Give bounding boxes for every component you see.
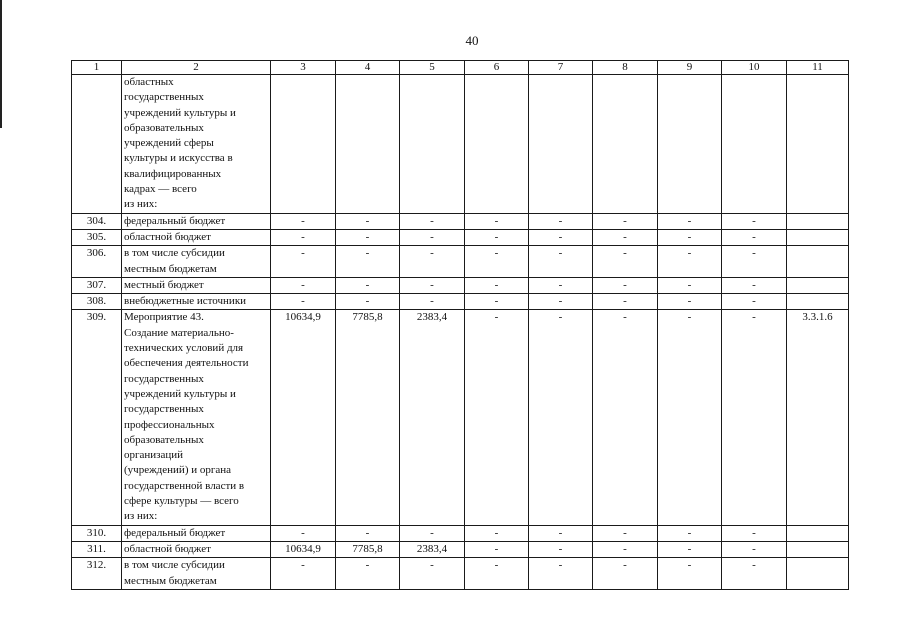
description-line: Создание материально- bbox=[124, 326, 234, 339]
value-cell: - bbox=[658, 277, 722, 293]
value-cell: - bbox=[593, 525, 658, 541]
value-cell: - bbox=[465, 541, 529, 557]
value-cell: - bbox=[529, 310, 593, 525]
value-cell: 10634,9 bbox=[271, 310, 336, 525]
value-cell: - bbox=[336, 277, 400, 293]
value-cell: - bbox=[722, 541, 787, 557]
column-header: 10 bbox=[722, 61, 787, 75]
row-description bbox=[122, 229, 271, 245]
value-cell: - bbox=[271, 558, 336, 590]
value-cell: - bbox=[465, 525, 529, 541]
description-line: профессиональных bbox=[124, 418, 215, 431]
value-cell: - bbox=[271, 525, 336, 541]
value-cell: - bbox=[465, 294, 529, 310]
value-cell: 7785,8 bbox=[336, 310, 400, 525]
value-cell: - bbox=[271, 277, 336, 293]
column-header: 7 bbox=[529, 61, 593, 75]
table-row bbox=[72, 541, 849, 557]
row-number: 311. bbox=[72, 541, 122, 557]
value-cell bbox=[787, 229, 849, 245]
column-header: 11 bbox=[787, 61, 849, 75]
value-cell: - bbox=[658, 558, 722, 590]
value-cell: - bbox=[271, 229, 336, 245]
description-line: сфере культуры — всего bbox=[124, 495, 239, 508]
value-cell: - bbox=[658, 229, 722, 245]
row-description bbox=[122, 75, 271, 214]
value-cell: - bbox=[658, 213, 722, 229]
value-cell: - bbox=[722, 294, 787, 310]
description-line: областных bbox=[124, 76, 174, 88]
description-line: образовательных bbox=[124, 121, 204, 134]
value-cell: - bbox=[593, 213, 658, 229]
description-line: местным бюджетам bbox=[124, 262, 217, 275]
description-line: квалифицированных bbox=[124, 167, 222, 180]
value-cell: - bbox=[593, 277, 658, 293]
description-line: областной бюджет bbox=[124, 230, 211, 243]
row-description bbox=[122, 294, 271, 310]
row-number: 305. bbox=[72, 229, 122, 245]
value-cell: - bbox=[658, 541, 722, 557]
description-line: организаций bbox=[124, 449, 184, 462]
row-description bbox=[122, 541, 271, 557]
value-cell: - bbox=[658, 246, 722, 278]
table-row bbox=[72, 213, 849, 229]
value-cell: 10634,9 bbox=[271, 541, 336, 557]
description-line: из них: bbox=[124, 510, 158, 523]
value-cell: - bbox=[400, 277, 465, 293]
description-line: из них: bbox=[124, 198, 158, 211]
description-line: в том числе субсидии bbox=[124, 559, 225, 572]
row-number: 308. bbox=[72, 294, 122, 310]
value-cell: - bbox=[400, 229, 465, 245]
value-cell: - bbox=[593, 558, 658, 590]
value-cell: - bbox=[529, 213, 593, 229]
value-cell bbox=[336, 75, 400, 214]
description-line: кадрах — всего bbox=[124, 183, 197, 196]
value-cell bbox=[465, 75, 529, 214]
value-cell: - bbox=[722, 229, 787, 245]
value-cell: - bbox=[658, 525, 722, 541]
column-header: 2 bbox=[122, 61, 271, 75]
value-cell: - bbox=[336, 246, 400, 278]
value-cell: - bbox=[593, 246, 658, 278]
column-number-row bbox=[72, 61, 849, 75]
value-cell: - bbox=[722, 246, 787, 278]
value-cell: - bbox=[593, 294, 658, 310]
value-cell: - bbox=[336, 294, 400, 310]
value-cell bbox=[787, 294, 849, 310]
description-line: местным бюджетам bbox=[124, 574, 217, 587]
row-description bbox=[122, 310, 271, 525]
value-cell bbox=[400, 75, 465, 214]
table-row bbox=[72, 294, 849, 310]
table-row bbox=[72, 246, 849, 278]
row-description bbox=[122, 525, 271, 541]
description-line: (учреждений) и органа bbox=[124, 464, 232, 477]
value-cell bbox=[787, 558, 849, 590]
description-line: образовательных bbox=[124, 433, 204, 446]
description-line: Мероприятие 43. bbox=[124, 311, 204, 324]
value-cell bbox=[722, 75, 787, 214]
row-number: 304. bbox=[72, 213, 122, 229]
value-cell: - bbox=[465, 310, 529, 525]
description-line: федеральный бюджет bbox=[124, 526, 226, 539]
table-row bbox=[72, 525, 849, 541]
value-cell: - bbox=[465, 213, 529, 229]
description-line: государственных bbox=[124, 372, 204, 385]
value-cell: - bbox=[529, 525, 593, 541]
value-cell: - bbox=[593, 541, 658, 557]
value-cell: 3.3.1.6 bbox=[787, 310, 849, 525]
row-number: 309. bbox=[72, 310, 122, 525]
row-number: 312. bbox=[72, 558, 122, 590]
value-cell bbox=[787, 213, 849, 229]
description-line: местный бюджет bbox=[124, 278, 204, 291]
value-cell: - bbox=[593, 310, 658, 525]
row-number bbox=[72, 75, 122, 214]
table-body bbox=[72, 75, 849, 590]
value-cell bbox=[787, 246, 849, 278]
row-description bbox=[122, 277, 271, 293]
description-line: технических условий для bbox=[124, 342, 244, 355]
row-description bbox=[122, 246, 271, 278]
value-cell: - bbox=[658, 294, 722, 310]
column-header: 4 bbox=[336, 61, 400, 75]
value-cell bbox=[787, 525, 849, 541]
value-cell: - bbox=[658, 310, 722, 525]
description-line: учреждений культуры и bbox=[124, 106, 236, 119]
value-cell: - bbox=[593, 229, 658, 245]
value-cell: - bbox=[722, 277, 787, 293]
value-cell: - bbox=[271, 246, 336, 278]
value-cell bbox=[787, 277, 849, 293]
value-cell: - bbox=[400, 294, 465, 310]
value-cell: - bbox=[722, 310, 787, 525]
description-line: культуры и искусства в bbox=[124, 152, 233, 165]
description-line: обеспечения деятельности bbox=[124, 357, 249, 370]
scan-edge-mark bbox=[0, 0, 2, 128]
description-line: в том числе субсидии bbox=[124, 247, 225, 260]
value-cell: - bbox=[336, 229, 400, 245]
value-cell bbox=[529, 75, 593, 214]
description-line: государственных bbox=[124, 91, 204, 104]
table-row bbox=[72, 75, 849, 214]
description-line: учреждений культуры и bbox=[124, 387, 236, 400]
value-cell: - bbox=[529, 558, 593, 590]
value-cell: - bbox=[529, 277, 593, 293]
value-cell: - bbox=[336, 525, 400, 541]
value-cell: - bbox=[529, 294, 593, 310]
column-header: 6 bbox=[465, 61, 529, 75]
description-line: государственных bbox=[124, 403, 204, 416]
value-cell: - bbox=[336, 213, 400, 229]
value-cell: - bbox=[271, 294, 336, 310]
value-cell: - bbox=[529, 229, 593, 245]
table-row bbox=[72, 277, 849, 293]
value-cell: 2383,4 bbox=[400, 310, 465, 525]
value-cell: - bbox=[529, 246, 593, 278]
value-cell: - bbox=[400, 558, 465, 590]
table-row bbox=[72, 558, 849, 590]
value-cell: - bbox=[722, 525, 787, 541]
value-cell: - bbox=[722, 213, 787, 229]
row-number: 306. bbox=[72, 246, 122, 278]
value-cell bbox=[658, 75, 722, 214]
table-row bbox=[72, 310, 849, 525]
row-description bbox=[122, 558, 271, 590]
value-cell: - bbox=[465, 558, 529, 590]
row-description bbox=[122, 213, 271, 229]
column-header: 1 bbox=[72, 61, 122, 75]
budget-table bbox=[71, 60, 849, 590]
description-line: федеральный бюджет bbox=[124, 214, 226, 227]
value-cell: - bbox=[400, 525, 465, 541]
description-line: областной бюджет bbox=[124, 542, 211, 555]
value-cell: - bbox=[722, 558, 787, 590]
description-line: государственной власти в bbox=[124, 479, 245, 492]
value-cell: - bbox=[400, 213, 465, 229]
table-row bbox=[72, 229, 849, 245]
value-cell: - bbox=[400, 246, 465, 278]
row-number: 307. bbox=[72, 277, 122, 293]
value-cell: - bbox=[529, 541, 593, 557]
value-cell bbox=[787, 75, 849, 214]
description-line: учреждений сферы bbox=[124, 137, 214, 150]
value-cell: - bbox=[271, 213, 336, 229]
value-cell: - bbox=[336, 558, 400, 590]
value-cell: - bbox=[465, 277, 529, 293]
value-cell bbox=[271, 75, 336, 214]
value-cell: 7785,8 bbox=[336, 541, 400, 557]
column-header: 3 bbox=[271, 61, 336, 75]
value-cell: 2383,4 bbox=[400, 541, 465, 557]
description-line: внебюджетные источники bbox=[124, 295, 247, 308]
value-cell bbox=[787, 541, 849, 557]
value-cell: - bbox=[465, 246, 529, 278]
value-cell bbox=[593, 75, 658, 214]
row-number: 310. bbox=[72, 525, 122, 541]
page-number: 40 bbox=[465, 33, 479, 48]
value-cell: - bbox=[465, 229, 529, 245]
column-header: 8 bbox=[593, 61, 658, 75]
column-header: 5 bbox=[400, 61, 465, 75]
column-header: 9 bbox=[658, 61, 722, 75]
